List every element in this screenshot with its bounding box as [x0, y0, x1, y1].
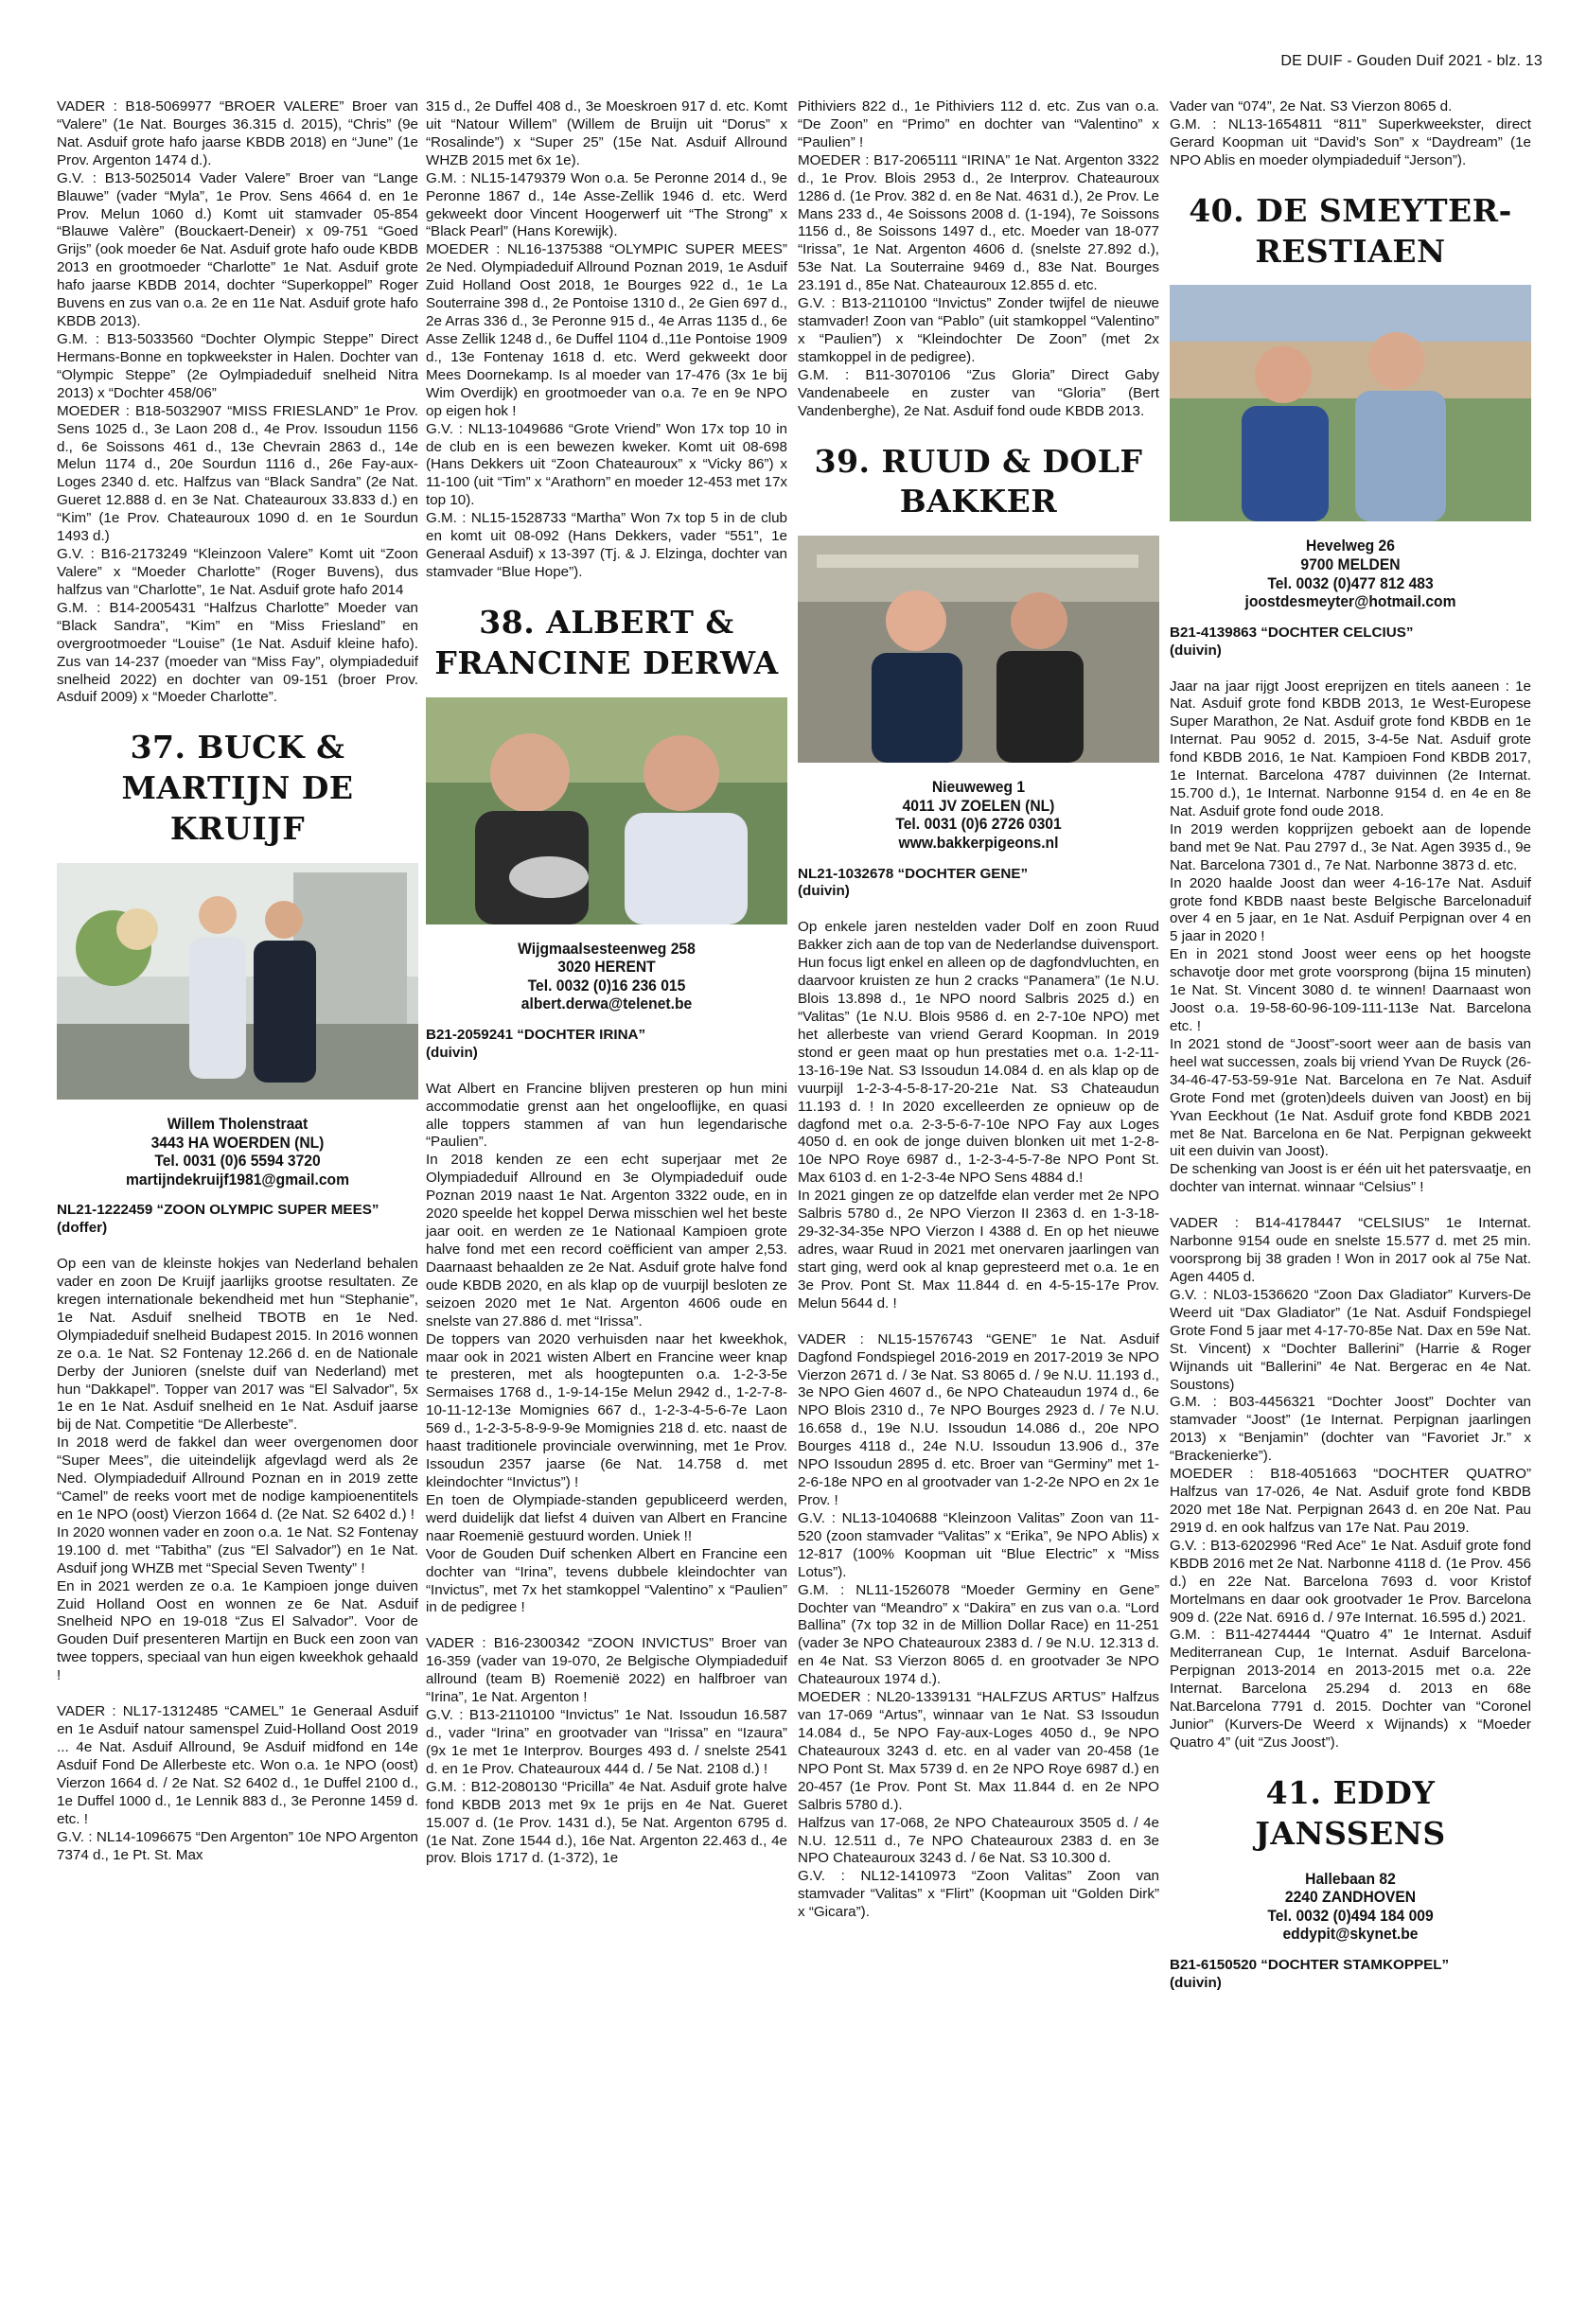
contact-block-38 — [440, 940, 772, 1013]
column-1 — [57, 98, 418, 1864]
paragraph: VADER : NL17-1312485 “CAMEL” 1e Generaal Asduif en 1e Asduif natour samenspel Zuid-Holland Oost 2019 ... 4e Nat. Asduif Allround, 9e Asduif midfond en 14e Asduif Fond De Allerbeste etc. Won o.a. 1e NPO (oost) Vierzon 1664 d. / 2e Nat. S2 6402 d., 1e Duffel 2100 d., 1e Duffel 1000 d., 1e Lennik 883 d., 3e Peronne 1459 d. etc. ! — [57, 1703, 418, 1827]
bird-title: NL21-1222459 “ZOON OLYMPIC SUPER MEES” — [57, 1202, 379, 1219]
paragraph: Vader van “074”, 2e Nat. S3 Vierzon 8065 d. — [1170, 98, 1453, 114]
paragraph: In 2019 werden kopprijzen geboekt aan de lopende band met 9e Nat. Pau 2797 d., 3e Nat. Agen 3935 d., 9e Nat. Barcelona 7301 d., 7e Nat. Narbonne 3873 d. etc. — [1170, 820, 1531, 873]
bird-sex: (doffer) — [57, 1220, 108, 1237]
paragraph: G.V. : B13-5025014 Vader Valere” Broer van “Lange Blauwe” (vader “Myla”, 1e Prov. Sens 4664 d. en 1e Prov. Melun 1060 d.) Komt uit stamvader 05-854 “Blauwe Valère” (Bouckaert-Deneir) x 09-751 “Goed Grijs” (ook moeder 6e Nat. Asduif grote hafo oude KBDB 2013 en grootmoeder “Charlotte” 1e Nat. Asduif grote hafo jaarse KBDB 2014, dochter “Superkoppel” Roger Buvens en zus van o.a. 2e en 11e Nat. Asduif grote hafo KBDB 2013). — [57, 169, 418, 330]
contact-phone: Tel. 0032 (0)16 236 015 — [527, 976, 686, 995]
paragraph: VADER : B14-4178447 “CELSIUS” 1e Internat. Narbonne 9154 oude en snelste 15.577 d. met 25 min. voorsprong bij 38 graden ! Won in 2017 ook al 75e Nat. Agen 4405 d. — [1170, 1215, 1531, 1285]
photo-albert-francine — [426, 697, 787, 924]
bird-title: B21-4139863 “DOCHTER CELCIUS” — [1170, 624, 1414, 641]
paragraph: G.V. : NL13-1049686 “Grote Vriend” Won 17x top 10 in de club en is een bewezen kweker. Komt uit 08-698 (Hans Dekkers uit “Zoon Chateauroux” x “Vicky 86”) x 11-100 (uit “Tim” x “Arathorn” en moeder 12-453 met 17x top 10). — [426, 420, 787, 509]
column-4 — [1170, 98, 1531, 1993]
bird-sex: (duivin) — [1170, 1974, 1222, 1991]
paragraph: Halfzus van 17-068, 2e NPO Chateauroux 3505 d. / 4e N.U. 12.511 d., 7e NPO Chateauroux 2383 d. en 3e NPO Chateauroux 3243 d. / 6e Nat. S3 10.300 d. — [798, 1814, 1159, 1867]
contact-city: 4011 JV ZOELEN (NL) — [902, 796, 1055, 815]
paragraph: G.V. : NL13-1040688 “Kleinzoon Valitas” Zoon van 11-520 (zoon stamvader “Valitas” x “Erika”, 9e NPO Ablis) x 12-817 (100% Koopman uit “Blue Electric” x “Miss Lotus”). — [798, 1509, 1159, 1580]
contact-street: Hevelweg 26 — [1306, 537, 1395, 555]
contact-city: 3443 HA WOERDEN (NL) — [150, 1133, 325, 1152]
paragraph: G.V. : NL14-1096675 “Den Argenton” 10e NPO Argenton 7374 d., 1e Pt. St. Max — [57, 1828, 418, 1863]
paragraph: In 2020 wonnen vader en zoon o.a. 1e Nat. S2 Fontenay 19.100 d. met “Tabitha” (zus “El Salvador”) en 1e Nat. Asduif jong WHZB met “Special Seven Twenty” ! — [57, 1523, 418, 1576]
paragraph: G.M. : B12-2080130 “Pricilla” 4e Nat. Asduif grote halve fond KBDB 2013 met 9x 1e prijs en 4e Nat. Gueret 15.007 d. (1e Prov. 1431 d.), 5e Nat. Argenton 6795 d. (1e Nat. Zone 1544 d.), 16e Nat. Argenton 22.463 d., 4e prov. Blois 1717 d. (1-372), 1e — [426, 1778, 787, 1867]
bird-sex: (duivin) — [1170, 642, 1222, 659]
contact-email: eddypit@skynet.be — [1282, 1925, 1419, 1944]
contact-block-39 — [812, 778, 1144, 852]
paragraph: G.M. : NL13-1654811 “811” Superkweekster, direct Gerard Koopman uit “David’s Son” x “Daydream” (1e NPO Ablis en moeder olympiadeduif “Jerson”). — [1170, 115, 1531, 168]
section-heading-38: 38. ALBERT & FRANCINE DERWA — [434, 603, 779, 681]
contact-phone: Tel. 0031 (0)6 2726 0301 — [895, 815, 1062, 834]
running-head: DE DUIF - Gouden Duif 2021 - blz. 13 — [1280, 53, 1543, 69]
paragraph: Pithiviers 822 d., 1e Pithiviers 112 d. etc. Zus van o.a. “De Zoon” en “Primo” en dochter van “Valentino” x “Paulien” ! — [798, 98, 1159, 150]
contact-email: joostdesmeyter@hotmail.com — [1244, 592, 1456, 611]
paragraph: G.M. : B14-2005431 “Halfzus Charlotte” Moeder van “Black Sandra”, “Kim” en “Miss Friesland” en overgrootmoeder “Louise” (1e Nat. Asduif kleine hafo). Zus van 14-237 (moeder van “Miss Fay”, olympiadeduif snelheid 2022) en dochter van 09-151 (broer Prov. Asduif 2009) x “Moeder Charlotte”. — [57, 599, 418, 706]
section-heading-39: 39. RUUD & DOLF BAKKER — [814, 442, 1143, 520]
contact-block-37 — [71, 1115, 403, 1188]
paragraph: G.M. : NL15-1479379 Won o.a. 5e Peronne 2014 d., 9e Peronne 1867 d., 14e Asse-Zellik 1946 d. etc. Werd gekweekt door Vincent Hoogerwerf uit “The Strong” x “Black Pearl” (Hans Korewijk). — [426, 169, 787, 240]
contact-block-40 — [1184, 537, 1516, 610]
paragraph: G.V. : B13-2110100 “Invictus” 1e Nat. Issoudun 16.587 d., vader “Irina” en grootvader van “Irissa” en “Izaura” (9x 1e met 1e Interprov. Bourges 493 d. / snelste 2541 d. en 1e Prov. Chateauroux 444 d. / 5e Nat. 2108 d.) ! — [426, 1707, 787, 1777]
paragraph: MOEDER : B17-2065111 “IRINA” 1e Nat. Argenton 3322 d., 1e Prov. Blois 2953 d., 2e Interprov. Chateauroux 1286 d. (1e Prov. 382 d. en 8e Nat. 4631 d.), 2e Prov. Le Mans 233 d., 4e Soissons 2008 d. (1-194), 7e Soissons 1156 d., 8e Soissons 1497 d., etc. Moeder van 18-077 “Irissa”, 1e Nat. Argenton 4606 d. (snelste 27.892 d.), 53e Nat. La Souterraine 9469 d., 83e Nat. Bourges 23.191 d., 85e Nat. Chateauroux 12.855 d. etc. — [798, 151, 1159, 294]
paragraph: G.M. : B13-5033560 “Dochter Olympic Steppe” Direct Hermans-Bonne en topkweekster in Halen. Dochter van “Olympic Steppe” (2e Oylmpiadeduif snelheid Nitra 2013) x “Dochter 458/06” — [57, 330, 418, 401]
paragraph: En toen de Olympiade-standen gepubliceerd werden, werd duidelijk dat liefst 4 duiven van Albert en Francine naar Roemenië gestuurd worden. Uniek !! — [426, 1491, 787, 1544]
paragraph: Wat Albert en Francine blijven presteren op hun mini accommodatie grenst aan het ongelooflijke, en quasi alle toppers stammen af van hun legendarische “Paulien”. — [426, 1080, 787, 1151]
paragraph: MOEDER : NL20-1339131 “HALFZUS ARTUS” Halfzus van 17-069 “Artus”, winnaar van 1e Nat. S3 Issoudun 14.084 d., 5e NPO Fay-aux-Loges 4050 d., 9e NPO Chateauroux 3243 d. etc. en al vader van 20-458 (1e NPO Pont St. Max 5739 d. en 2e NPO Roye 6987 d.) en 20-457 (1e Prov. Pont St. Max 11.844 d. en 2e NPO Salbris 5780 d.). — [798, 1689, 1159, 1813]
paragraph: Voor de Gouden Duif schenken Albert en Francine een dochter van “Irina”, tevens dubbele kleindochter van “Invictus”, met 7x het stamkoppel “Valentino” x “Paulien” in de pedigree ! — [426, 1545, 787, 1616]
paragraph: En in 2021 stond Joost weer eens op het hoogste schavotje door met grote voorsprong (bijna 15 minuten) 1e Nat. St. Vincent 3080 d. te winnen! Daarnaast won Joost o.a. 19-58-60-96-109-111-113e Nat. Barcelona etc. ! — [1170, 946, 1531, 1035]
photo-ruud-dolf — [798, 536, 1159, 763]
paragraph: De schenking van Joost is er één uit het patersvaatje, en dochter van internat. winnaar “Celsius” ! — [1170, 1161, 1531, 1196]
paragraph: G.M. : NL15-1528733 “Martha” Won 7x top 5 in de club en komt uit 08-092 (Hans Dekkers, vader “551”, 1e Generaal Asduif) x 13-397 (Tj. & J. Elzinga, dochter van stamvader “Blue Hope”). — [426, 510, 787, 580]
section-heading-37: 37. BUCK & MARTIJN DE KRUIJF — [121, 729, 354, 848]
paragraph: G.V. : B13-2110100 “Invictus” Zonder twijfel de nieuwe stamvader! Zoon van “Pablo” (uit stamkoppel “Valentino” x “Paulien”) x “Kleindochter De Zoon” (met 2x stamkoppel in de pedigree). — [798, 295, 1159, 365]
contact-phone: Tel. 0031 (0)6 5594 3720 — [154, 1152, 321, 1171]
contact-city: 3020 HERENT — [557, 958, 656, 977]
bird-title: NL21-1032678 “DOCHTER GENE” — [798, 865, 1029, 882]
paragraph: De toppers van 2020 verhuisden naar het kweekhok, maar ook in 2021 wisten Albert en Francine weer knap te presteren, met als hoogtepunten o.a. 1-2-3-5e Sermaises 1768 d., 1-9-14-15e Melun 2942 d., 1-2-7-8-10-11-12-13e Momignies 667 d., 1-2-3-4-5-6-7e Laon 569 d., 1-2-3-5-8-9-9-9e Momignies 218 d. etc. naast de haast traditionele provinciale overwinning, met 1e Prov. Issoudun 2357 jaarse (6e Nat. 14.758 d. met kleindochter “Invictus”) ! — [426, 1330, 787, 1490]
photo-de-smeyter — [1170, 285, 1531, 521]
paragraph: G.M. : B03-4456321 “Dochter Joost” Dochter van stamvader “Joost” (1e Internat. Perpignan jaarlingen 2013) x “Benjamin” (dochter van “Favoriet Jr.” x “Brackenierke”). — [1170, 1394, 1531, 1465]
column-3 — [798, 98, 1159, 1922]
contact-website: www.bakkerpigeons.nl — [898, 834, 1059, 853]
contact-phone: Tel. 0032 (0)494 184 009 — [1267, 1906, 1434, 1925]
contact-street: Willem Tholenstraat — [167, 1115, 309, 1134]
contact-email: martijndekruijf1981@gmail.com — [125, 1170, 350, 1188]
bird-title: B21-6150520 “DOCHTER STAMKOPPEL” — [1170, 1956, 1450, 1973]
column-2 — [426, 98, 787, 1868]
bird-sex: (duivin) — [798, 883, 850, 900]
paragraph: VADER : NL15-1576743 “GENE” 1e Nat. Asduif Dagfond Fondspiegel 2016-2019 en 2017-2019 3e NPO Vierzon 2671 d. / 3e Nat. S3 8065 d. / 9e N.U. 11.193 d., 3e NPO Gien 4607 d., 6e NPO Chateaudun 1974 d., 6e NPO Blois 2310 d., 7e NPO Bourges 2923 d. / 7e N.U. 16.658 d., 19e N.U. Issoudun 14.086 d., 20e NPO Bourges 4118 d., 24e N.U. Issoudun 13.906 d., 37e NPO Issoudun 2895 d. etc. Broer van “Germiny” met 1-2-6-18e NPO en al grootvader van 1-2-2e NPO en 2x 1e Prov. ! — [798, 1330, 1159, 1508]
paragraph: In 2020 haalde Joost dan weer 4-16-17e Nat. Asduif grote fond KBDB naast beste Belgische Barcelonaduif over 4 en 5 jaar, en 1e Nat. Asduif Perpignan over 4 en 5 jaar in 2020 ! — [1170, 874, 1531, 945]
contact-city: 2240 ZANDHOVEN — [1284, 1888, 1417, 1907]
paragraph: MOEDER : NL16-1375388 “OLYMPIC SUPER MEES” 2e Ned. Olympiadeduif Allround Poznan 2019, 1e Asduif Zuid Holland Oost 2018, 1e Bourges 922 d., 1e La Souterraine 398 d., 2e Pontoise 1310 d., 2e Gien 697 d., 2e Arras 336 d., 3e Peronne 915 d., 4e Arras 1135 d., 6e Asse Zellik 1248 d., 6e Duffel 1104 d.,11e Pontoise 1909 d., 13e Fontenay 1618 d. etc. Werd gekweekt door Mees Doornekamp. Is al moeder van 17-476 (3x 1e bij Wim Overdijk) en grootmoeder van o.a. 7e en 9e NPO op eigen hok ! — [426, 241, 787, 419]
contact-street: Wijgmaalsesteenweg 258 — [518, 939, 696, 958]
paragraph: 315 d., 2e Duffel 408 d., 3e Moeskroen 917 d. etc. Komt uit “Natour Willem” (Willem de Bruijn uit “Dorus” x “Rosalinde”) x “Super 25” (15e Nat. Asduif Allround WHZB 2015 met 6x 1e). — [426, 98, 787, 168]
paragraph: In 2021 gingen ze op datzelfde elan verder met 2e NPO Salbris 5780 d., 2e NPO Vierzon II 2363 d. en 1-3-18-29-32-34-35e NPO Vierzon I 4388 d. En op het nieuwe adres, waar Ruud in 2021 met onervaren jaarlingen van start ging, werd ook al knap gepresteerd met o.a. 1e en 3e Prov. Pont St. Max 11.844 d. en 4-5-15-17e Prov. Melun 5644 d. ! — [798, 1188, 1159, 1312]
photo-buck-martijn — [57, 863, 418, 1100]
contact-street: Hallebaan 82 — [1305, 1869, 1396, 1888]
paragraph: G.M. : B11-4274444 “Quatro 4” 1e Internat. Asduif Mediterranean Cup, 1e Internat. Asduif Barcelona-Perpignan 2013-2014 en 2013-2015 met o.a. 22e Internat. Barcelona 25.294 d. 2013 en 68e Nat.Barcelona 7791 d. 2015. Dochter van “Coronel Junior” (Kurvers-De Weerd x Wijnands) x “Moeder Quatro 4” (uit “Zus Joost”). — [1170, 1627, 1531, 1751]
section-heading-40: 40. DE SMEYTER-RESTIAEN — [1189, 191, 1512, 270]
paragraph: MOEDER : B18-5032907 “MISS FRIESLAND” 1e Prov. Sens 1025 d., 3e Laon 208 d., 4e Prov. Issoudun 1156 d., 6e Soissons 461 d., 13e Chevrain 2863 d., 14e Melun 1174 d., 20e Sourdun 1116 d., 26e Fay-aux-Loges 2340 d. etc. Halfzus van “Black Sandra” (2e Nat. Gueret 12.888 d. en 3e Nat. Chateauroux 33.833 d.) en “Kim” (1e Prov. Chateauroux 1090 d. en 1e Sourdun 1493 d.) — [57, 402, 418, 545]
paragraph: Jaar na jaar rijgt Joost ereprijzen en titels aaneen : 1e Nat. Asduif grote fond KBDB 2013, 1e West-Europese Super Marathon, 2e Nat. Asduif grote fond KBDB en 1e Internat. Pau 9052 d. 2015, 3-4-5e Nat. Asduif grote fond KBDB 2016, 1e Nat. Kampioen Fond KBDB 2017, 1e Internat. Barcelona 4787 duivinnen (2e Internat. 15.700 d.), 1e Internat. Narbonne 9154 d. en 4e en 8e Nat. Asduif grote fond oude 2018. — [1170, 678, 1531, 819]
paragraph: In 2018 werd de fakkel dan weer overgenomen door “Super Mees”, die uiteindelijk afgevlagd werd als 2e Ned. Olympiadeduif Allround Poznan en in 2019 zette “Camel” de reeks voort met de nodige kampioenentitels en 1e NPO (oost) Vierzon 1664 d. (2e Nat. S2 6402 d.) ! — [57, 1435, 418, 1523]
paragraph: G.M. : B11-3070106 “Zus Gloria” Direct Gaby Vandenabeele en zuster van “Gloria” (Bert Vandenberghe), 2e Nat. Asduif fond oude KBDB 2013. — [798, 366, 1159, 419]
paragraph: Op een van de kleinste hokjes van Nederland behalen vader en zoon De Kruijf jaarlijks grootse resultaten. Ze kregen internationale bekendheid met hun “Stephanie”, 1e Nat. Asduif snelheid TBOTB en 1e Ned. Olympiadeduif snelheid Budapest 2015. In 2016 wonnen ze o.a. 1e Nat. S2 Fontenay 12.266 d. en de Nationale Derby der Junioren (snelste duif van Nederland) met hun “Dakkapel”. Topper van 2017 was “El Salvador”, 5x 1e en 1e Nat. Asduif snelheid en 1e Nat. Asduif jaarse bij de Nat. Competitie “De Allerbeste”. — [57, 1256, 418, 1434]
paragraph: En in 2021 werden ze o.a. 1e Kampioen jonge duiven Zuid Holland Oost en wonnen ze 6e Nat. Asduif Snelheid NPO en 19-018 “Zus El Salvador”. Voor de Gouden Duif presenteren Martijn en Buck een zoon van twee toppers, speciaal van hun eigen kweekhok gehaald ! — [57, 1577, 418, 1684]
paragraph: MOEDER : B18-4051663 “DOCHTER QUATRO” Halfzus van 17-026, 4e Nat. Asduif grote fond KBDB 2020 met 18e Nat. Perpignan 2643 d. en 20e Nat. Pau 2919 d. en ook halfzus van 17e Nat. Pau 2019. — [1170, 1466, 1531, 1536]
paragraph: G.V. : B13-6202996 “Red Ace” 1e Nat. Asduif grote fond KBDB 2016 met 2e Nat. Narbonne 4118 d. (1e Prov. 456 d.) en 22e Nat. Barcelona 7693 d. voor Kristof Mortelmans en daar ook grootvader 1e Prov. Barcelona 909 d. (22e Nat. 6916 d. / 97e Internat. 16.595 d.) 2021. — [1170, 1537, 1531, 1626]
bird-sex: (duivin) — [426, 1044, 478, 1061]
paragraph: G.V. : NL12-1410973 “Zoon Valitas” Zoon van stamvader “Valitas” x “Flirt” (Koopman uit “Golden Dirk” x “Gicara”). — [798, 1868, 1159, 1921]
bird-title: B21-2059241 “DOCHTER IRINA” — [426, 1026, 646, 1043]
paragraph: G.V. : NL03-1536620 “Zoon Dax Gladiator” Kurvers-De Weerd uit “Dax Gladiator” (1e Nat. Asduif Fondspiegel Grote Fond 5 jaar met 4-17-70-85e Nat. Dax en 59e Nat. St. Vincent) x “Dochter Ballerini” (Harrie & Roger Wijnands uit “Ballerini” 4e Nat. Bergerac en 4e Nat. Soustons) — [1170, 1286, 1531, 1393]
section-heading-41: 41. EDDY JANSSENS — [1255, 1773, 1446, 1852]
contact-street: Nieuweweg 1 — [931, 778, 1026, 797]
contact-block-41 — [1184, 1870, 1516, 1944]
paragraph: G.M. : NL11-1526078 “Moeder Germiny en Gene” Dochter van “Meandro” x “Dakira” en zus van o.a. “Lord Ballina” (7x top 32 in de Million Dollar Race) en 11-251 (vader 3e NPO Chateauroux 2383 d. / 9e N.U. 12.313 d. en 4e Nat. S3 Vierzon 8065 d. en grootvader 3e NPO Chateauroux 1974 d.). — [798, 1581, 1159, 1688]
paragraph: VADER : B18-5069977 “BROER VALERE” Broer van “Valere” (1e Nat. Bourges 36.315 d. 2015), “Chris” (9e Nat. Asduif grote hafo jaarse KBDB 2018) en “June” (1e Prov. Argenton 1474 d.). — [57, 98, 418, 168]
contact-email: albert.derwa@telenet.be — [520, 995, 693, 1013]
contact-phone: Tel. 0032 (0)477 812 483 — [1267, 573, 1434, 592]
paragraph: VADER : B16-2300342 “ZOON INVICTUS” Broer van 16-359 (vader van 19-070, 2e Belgische Olympiadeduif allround (team B) Roemenië 2022) en halfbroer van “Irina”, 1e Nat. Argenton ! — [426, 1635, 787, 1706]
paragraph: In 2018 kenden ze een echt superjaar met 2e Olympiadeduif Allround en 3e Olympiadeduif oude Poznan 2019 naast 1e Nat. Argenton 3322 oude, en in 2020 speelde het koppel Derwa misschien wel het beste jaar ooit. en werden ze 1e Nationaal Kampioen grote halve fond met een record coëfficient van amper 2,53. Daarnaast behaalden ze 2e Nat. Asduif grote halve fond oude KBDB 2020, en als klap op de vuurpijl besloten ze seizoen 2020 met 1e Nat. Argenton 4606 oude en snelste van 27.886 d. met “Irissa”. — [426, 1152, 787, 1329]
paragraph: In 2021 stond de “Joost”-soort weer aan de basis van heel wat successen, zoals bij vriend Yvan De Ruyck (26-34-46-47-53-59-91e Nat. Barcelona en 7e Nat. Asduif Grote Fond met (groten)deels duiven van Joost) en bij Yvan Eeckhout (1e Nat. Asduif grote fond KBDB 2021 met 8e Nat. Barcelona en 6e Nat. Perpignan gekweekt uit een duivin van Joost). — [1170, 1035, 1531, 1160]
contact-city: 9700 MELDEN — [1300, 555, 1401, 574]
paragraph: Op enkele jaren nestelden vader Dolf en zoon Ruud Bakker zich aan de top van de Nederlandse duivensport. Hun focus ligt enkel en alleen op de dagfondvluchten, en daarvoor kruisten ze hun 2 cracks “Panamera” (1e N.U. Blois 13.898 d., 1e NPO noord Salbris 2025 d.) en “Valitas” (1e N.U. Blois 9586 d. en 2-7-10e NPO) met het allerbeste van vriend Gerard Koopman. In 2019 stond er geen maat op hun prestaties met o.a. 1-2-11-13-16-19e Nat. S3 Issoudun 14.084 d. en als klap op de vuurpijl 1-2-3-4-5-8-17-20-21e Nat. S3 Chateaudun 11.193 d. ! In 2020 excelleerden ze opnieuw op de dagfond met o.a. 2-3-5-6-7-10e NPO Fay aux Loges 4050 d. en ook de jonge duiven blonken uit met 1-2-8-10e NPO Roye 6987 d., 1-2-3-4-5-7-8e NPO Pont St. Max 6103 d. en 1-2-3-4e NPO Sens 4884 d.! — [798, 919, 1159, 1187]
paragraph: G.V. : B16-2173249 “Kleinzoon Valere” Komt uit “Zoon Valere” x “Moeder Charlotte” (Roger Buvens), dus halfzus van “Charlotte”, 1e Nat. Asduif grote hafo 2014 — [57, 546, 418, 598]
